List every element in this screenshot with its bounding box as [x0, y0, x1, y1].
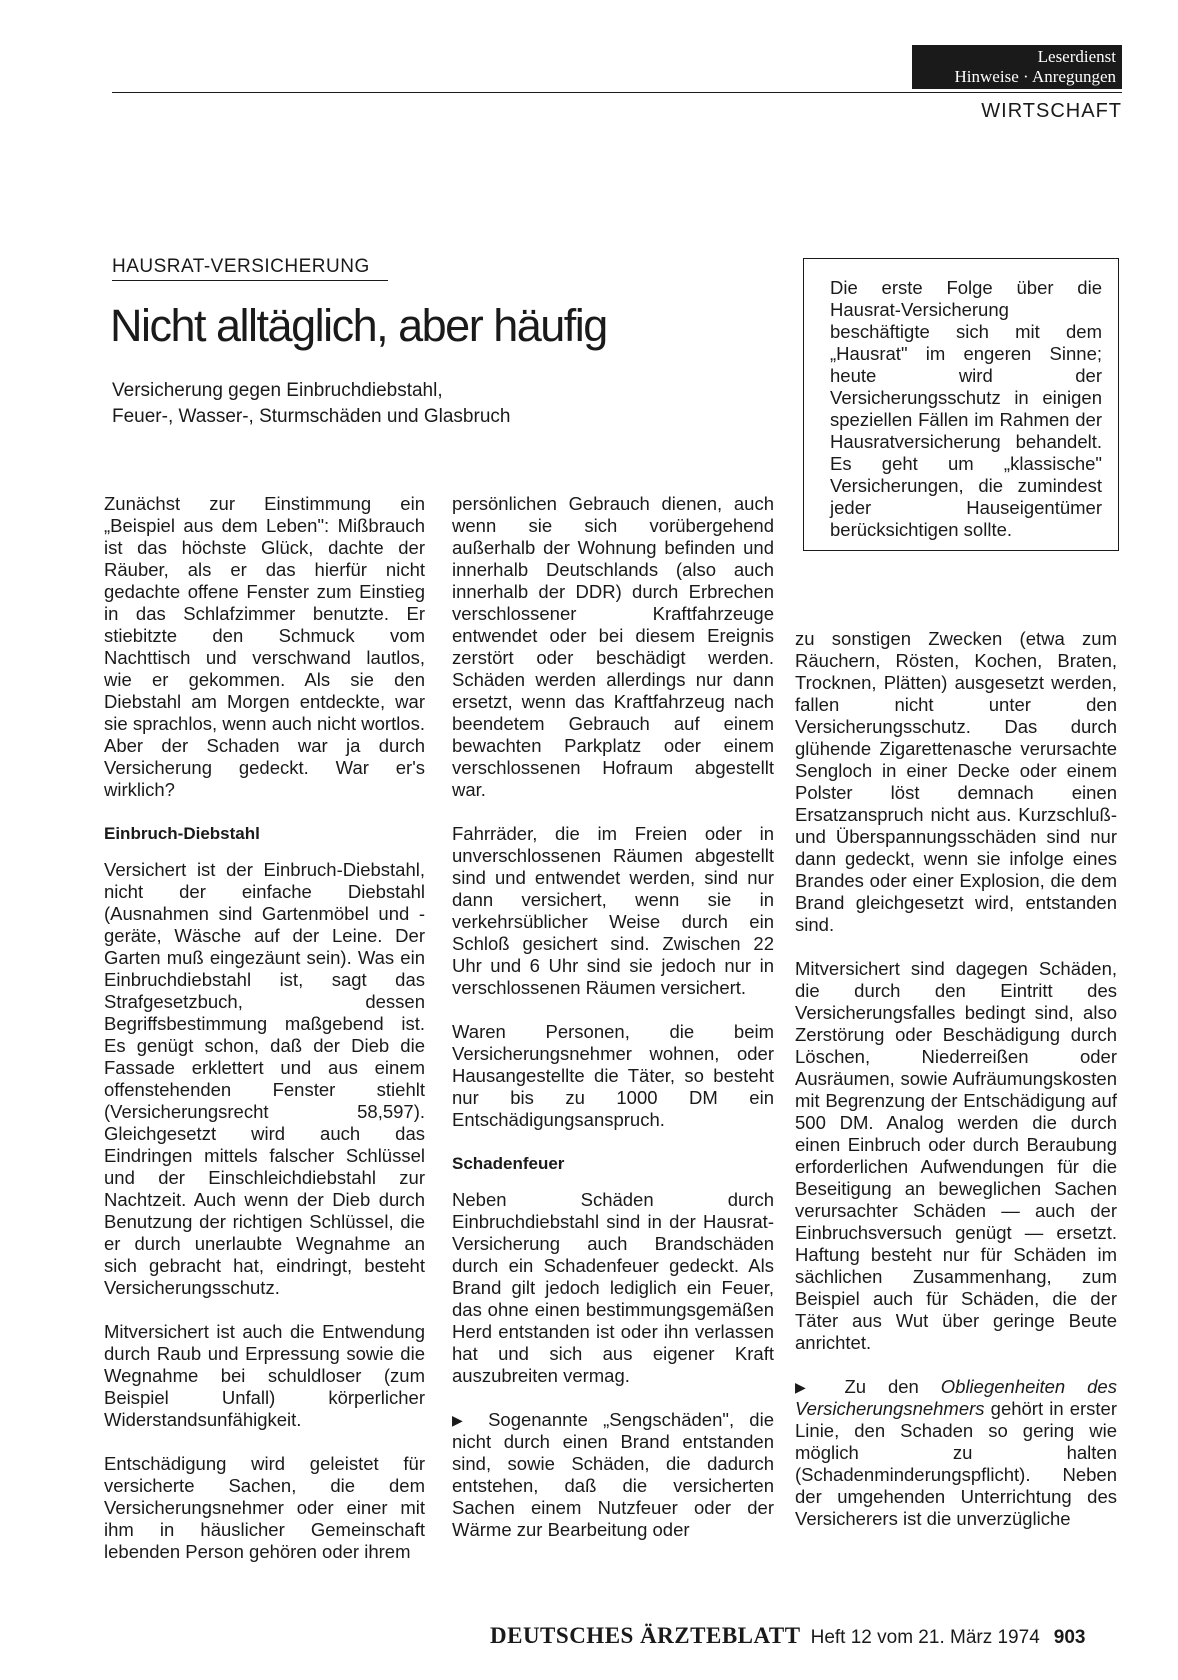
badge-line-1: Leserdienst	[1037, 47, 1116, 66]
paragraph: Waren Personen, die beim Versicherungsnehmer wohnen, oder Hausangestellte die Täter, so besteht nur bis zu 1000 DM ein Entschädigungsanspruch.	[452, 1021, 774, 1130]
intro-box: Die erste Folge über die Hausrat-Versicherung beschäftigte sich mit dem „Hausrat" im engeren Sinne; heute wird der Versicherungsschutz in einigen speziellen Fällen im Rahmen der Hausratversicherung behandelt. Es geht um „klassische" Versicherungen, die zumindest jeder Hauseigentümer berücksichtigen sollte.	[803, 258, 1119, 551]
paragraph-text: Sogenannte „Sengschäden", die nicht durch einen Brand entstanden sind, sowie Schäden, die dadurch entstehen, daß die versicherten Sachen einem Nutzfeuer oder der Wärme zur Bearbeitung oder	[452, 1409, 774, 1540]
paragraph: Mitversichert sind dagegen Schäden, die durch den Eintritt des Versicherungsfalles bedingt sind, also Zerstörung oder Beschädigung durch Löschen, Niederreißen oder Ausräumen, sowie Aufräumungskosten mit Begrenzung der Entschädigung auf 500 DM. Analog werden die durch einen Einbruch oder durch Beraubung erforderlichen Aufwendungen für die Beseitigung an beweglichen Sachen verursachter Schäden — auch der Einbruchsversuch genügt — ersetzt. Haftung besteht nur für Schäden im sächlichen Zusammenhang, zum Beispiel auch für Schäden, die der Täter aus Wut über geringe Beute anrichtet.	[795, 958, 1117, 1353]
paragraph: Versichert ist der Einbruch-Diebstahl, nicht der einfache Diebstahl (Ausnahmen sind Gartenmöbel und -geräte, Wäsche auf der Leine. Der Garten muß eingezäunt sein). Was ein Einbruchdiebstahl ist, sagt das Strafgesetzbuch, dessen Begriffsbestimmung maßgebend ist. Es genügt schon, daß der Dieb die Fassade erklettert und aus einem offenstehenden Fenster stiehlt (Versicherungsrecht 58,597). Gleichgesetzt wird auch das Eindringen mittels falscher Schlüssel und der Einschleichdiebstahl zur Nachtzeit. Auch wenn der Dieb durch Benutzung der richtigen Schlüssel, die er durch unerlaubte Wegnahme an sich gebracht hat, eindringt, besteht Versicherungsschutz.	[104, 859, 425, 1298]
paragraph: Fahrräder, die im Freien oder in unverschlossenen Räumen abgestellt sind und entwendet werden, sind nur dann versichert, wenn sie in verkehrsüblicher Weise durch ein Schloß gesichert sind. Zwischen 22 Uhr und 6 Uhr sind sie jedoch nur in verschlossenen Räumen versichert.	[452, 823, 774, 998]
paragraph-text: Zu den	[844, 1376, 919, 1397]
column-3	[795, 628, 1117, 1552]
paragraph: zu sonstigen Zwecken (etwa zum Räuchern, Rösten, Kochen, Braten, Trocknen, Plätten) ausgesetzt werden, fallen nicht unter den Versicherungsschutz. Das durch glühende Zigarettenasche verursachte Sengloch in einer Decke oder einem Polster löst demnach einen Ersatzanspruch nicht aus. Kurzschluß- und Überspannungsschäden sind nur dann gedeckt, wenn sie infolge eines Brandes oder einer Explosion, die dem Brand gleichgesetzt wird, entstanden sind.	[795, 628, 1117, 935]
paragraph: Neben Schäden durch Einbruchdiebstahl sind in der Hausrat-Versicherung auch Brandschäden durch ein Schadenfeuer gedeckt. Als Brand gilt jedoch lediglich ein Feuer, das ohne einen bestimmungsgemäßen Herd entstanden ist oder ihn verlassen hat und sich aus eigener Kraft auszubreiten vermag.	[452, 1189, 774, 1386]
subtitle-line-1: Versicherung gegen Einbruchdiebstahl,	[112, 380, 443, 401]
kicker-underline	[112, 280, 388, 281]
subheading-einbruch: Einbruch-Diebstahl	[104, 824, 260, 843]
paragraph: persönlichen Gebrauch dienen, auch wenn sie sich vorübergehend außerhalb der Wohnung befinden und innerhalb Deutschlands (also auch innerhalb der DDR) durch Erbrechen verschlossener Kraftfahrzeuge entwendet oder bei diesem Ereignis zerstört oder beschädigt werden. Schäden werden allerdings nur dann ersetzt, wenn das Kraftfahrzeug nach beendetem Gebrauch auf einem bewachten Parkplatz oder einem verschlossenen Hofraum abgestellt war.	[452, 493, 774, 800]
paragraph	[795, 1376, 1117, 1530]
article-subtitle	[112, 378, 510, 430]
paragraph-text: gehört in erster Linie, den Schaden so gering wie möglich zu halten (Schadenminderungspflicht). Neben der umgehenden Unterrichtung des Versicherers ist die unverzügliche	[795, 1398, 1117, 1529]
paragraph: Mitversichert ist auch die Entwendung durch Raub und Erpressung sowie die Wegnahme bei schuldloser (zum Beispiel Unfall) körperlicher Widerstandsunfähigkeit.	[104, 1321, 425, 1430]
issue-info: Heft 12 vom 21. März 1974	[810, 1627, 1040, 1648]
triangle-arrow-icon: ▶	[795, 1379, 823, 1395]
triangle-arrow-icon: ▶	[452, 1412, 473, 1428]
emphasis-text: Obliegenheiten des Versicherungsnehmers	[795, 1376, 1117, 1419]
header-rule	[112, 92, 1122, 93]
subtitle-line-2: Feuer-, Wasser-, Sturmschäden und Glasbruch	[112, 406, 511, 427]
leserdienst-badge	[912, 45, 1122, 89]
page-number: 903	[1053, 1627, 1086, 1648]
paragraph	[452, 1409, 774, 1541]
article-title: Nicht alltäglich, aber häufig	[110, 300, 607, 351]
subheading-schadenfeuer: Schadenfeuer	[452, 1154, 565, 1173]
article-kicker: HAUSRAT-VERSICHERUNG	[112, 256, 370, 277]
badge-line-2: Hinweise · Anregungen	[954, 67, 1116, 86]
paragraph: Entschädigung wird geleistet für versicherte Sachen, die dem Versicherungsnehmer oder einer mit ihm in häuslicher Gemeinschaft lebenden Person gehören oder ihrem	[104, 1453, 425, 1562]
page-footer	[490, 1623, 1085, 1649]
journal-name: DEUTSCHES ÄRZTEBLATT	[490, 1623, 801, 1648]
paragraph: Zunächst zur Einstimmung ein „Beispiel aus dem Leben": Mißbrauch ist das höchste Glück, dachte der Räuber, als er das hierfür nicht gedachte offene Fenster zum Einstieg in das Schlafzimmer benutzte. Er stiebitzte den Schmuck vom Nachttisch und verschwand lautlos, wie er gekommen. Als sie den Diebstahl am Morgen entdeckte, war sie sprachlos, wenn auch nicht wortlos. Aber der Schaden war ja durch Versicherung gedeckt. War er's wirklich?	[104, 493, 425, 800]
column-2	[452, 493, 774, 1563]
column-1	[104, 493, 425, 1585]
section-label: WIRTSCHAFT	[981, 100, 1122, 122]
